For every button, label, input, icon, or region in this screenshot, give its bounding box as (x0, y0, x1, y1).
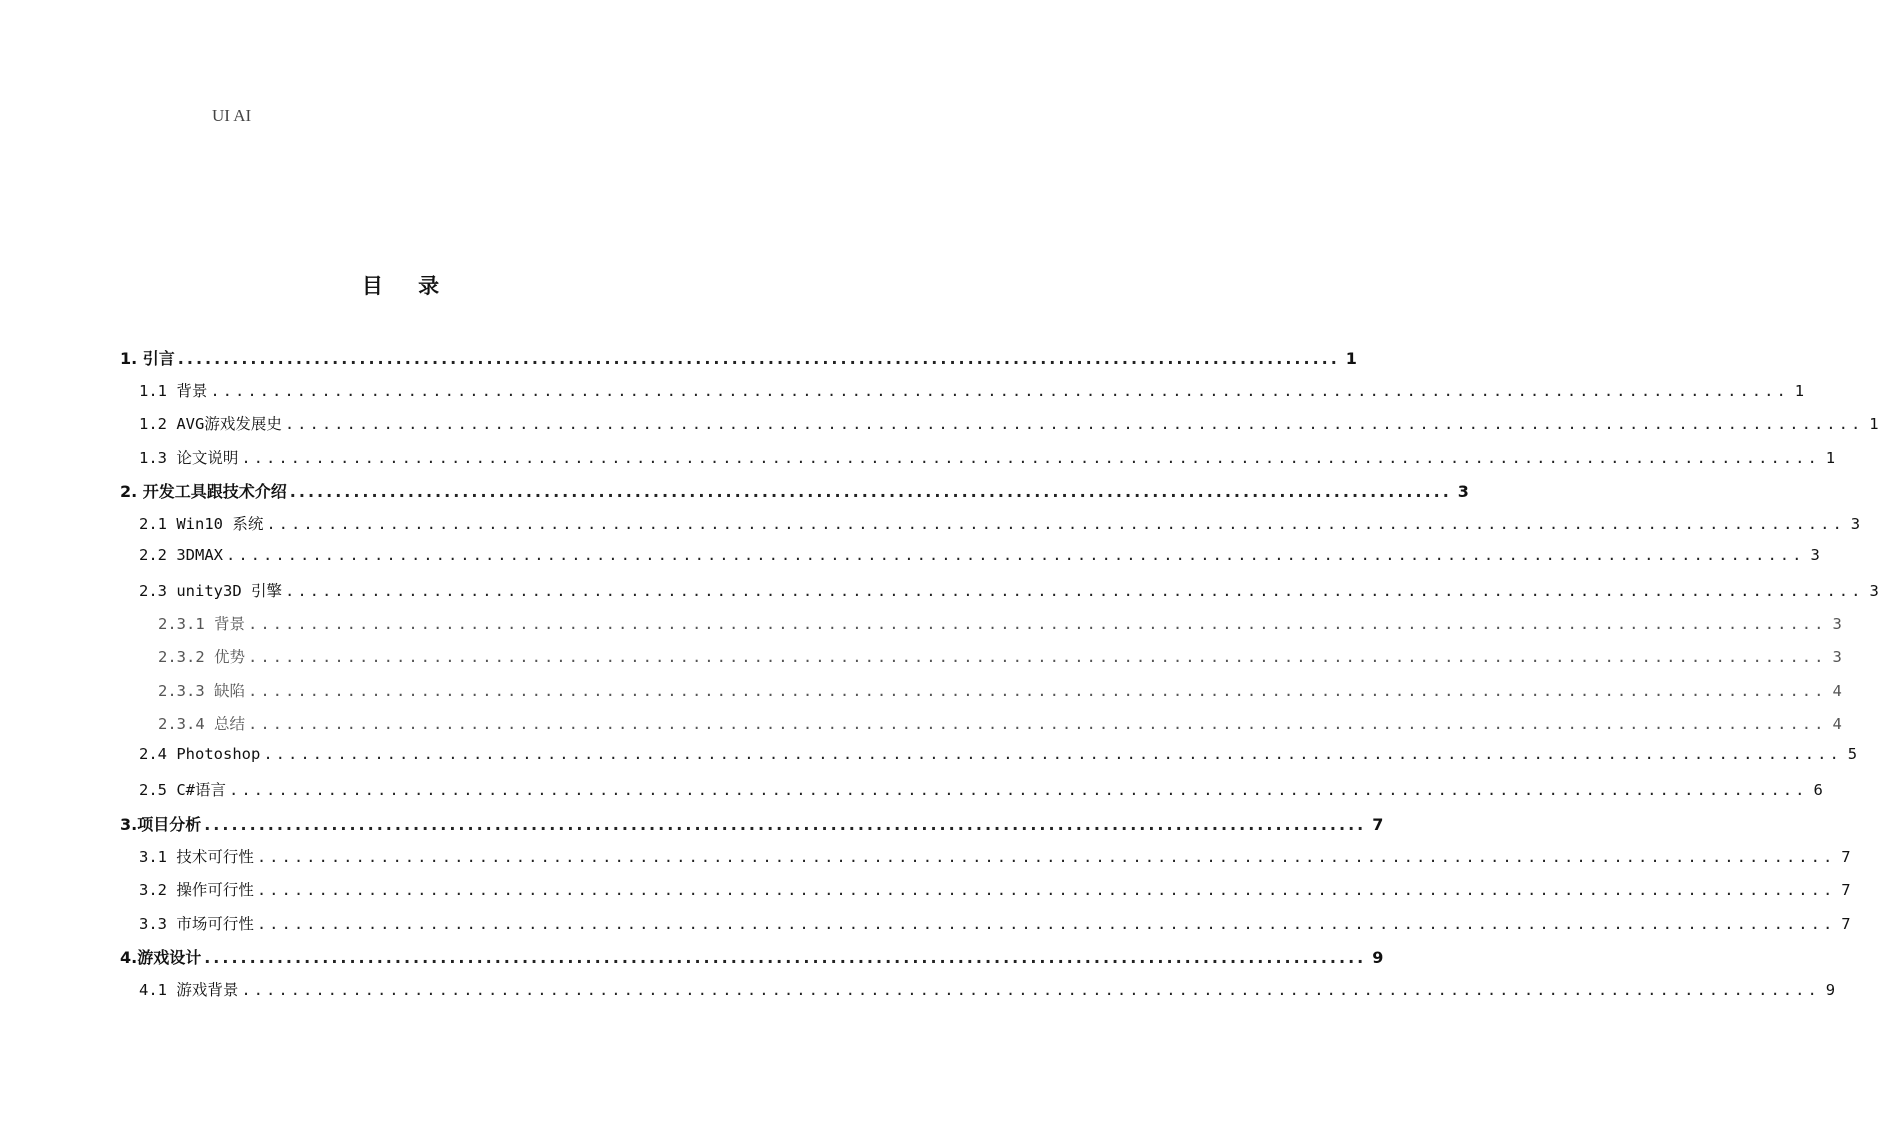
dot-leader: ................................................................................................................................ (248, 682, 1827, 700)
toc-entry-page: 9 (1825, 981, 1836, 999)
toc-entry-2-3-3[interactable] (158, 679, 1842, 703)
toc-entry-3[interactable] (120, 812, 1384, 836)
dot-leader: ................................................................................................................................ (263, 745, 1842, 763)
toc-entry-page: 7 (1372, 815, 1384, 834)
toc-entry-page: 1 (1825, 449, 1836, 467)
dot-leader: ................................................................................................................................ (284, 582, 1864, 600)
toc-entry-label: 2.2 3DMAX (139, 546, 223, 564)
dot-leader: ................................................................................................................................ (289, 482, 1452, 501)
dot-leader: ................................................................................................................................ (284, 415, 1864, 433)
dot-leader: ................................................................................................................................ (204, 815, 1367, 834)
toc-entry-page: 3 (1457, 482, 1469, 501)
dot-leader: ................................................................................................................................ (204, 948, 1367, 967)
dot-leader: ................................................................................................................................ (241, 449, 1820, 467)
toc-entry-4-1[interactable] (139, 978, 1836, 1002)
toc-entry-label: 3.1 技术可行性 (139, 848, 254, 866)
toc-entry-page: 3 (1810, 546, 1820, 564)
toc-entry-1-3[interactable] (139, 446, 1836, 470)
header-mark: UI AI (212, 106, 252, 125)
toc-entry-3-3[interactable] (139, 912, 1851, 936)
toc-entry-label: 4.游戏设计 (120, 948, 202, 967)
toc-entry-1-2[interactable] (139, 412, 1879, 436)
toc-entry-page: 1 (1794, 382, 1805, 400)
toc-entry-label: 2.4 Photoshop (139, 745, 261, 763)
toc-entry-page: 1 (1869, 415, 1879, 433)
toc-entry-label: 2.3.2 优势 (158, 648, 245, 666)
toc-entry-label: 1.1 背景 (139, 382, 208, 400)
toc-entry-page: 3 (1832, 615, 1842, 633)
toc-entry-page: 7 (1841, 848, 1851, 866)
toc-entry-page: 3 (1869, 582, 1879, 600)
dot-leader: ................................................................................................................................ (248, 648, 1827, 666)
toc-entry-label: 2.5 C#语言 (139, 781, 226, 799)
toc-entry-page: 1 (1345, 349, 1357, 368)
toc-entry-2-3[interactable] (139, 579, 1879, 603)
toc-entry-1-1[interactable] (139, 379, 1805, 403)
toc-entry-4[interactable] (120, 945, 1384, 969)
toc-entry-3-2[interactable] (139, 878, 1851, 902)
dot-leader: ................................................................................................................................ (256, 881, 1836, 899)
dot-leader: ................................................................................................................................ (266, 515, 1845, 533)
dot-leader: ................................................................................................................................ (226, 546, 1805, 564)
dot-leader: ................................................................................................................................ (248, 715, 1827, 733)
toc-entry-1[interactable] (120, 346, 1357, 370)
toc-entry-2-3-2[interactable] (158, 645, 1842, 669)
dot-leader: ................................................................................................................................ (241, 981, 1820, 999)
toc-entry-2-1[interactable] (139, 512, 1861, 536)
dot-leader: ................................................................................................................................ (229, 781, 1808, 799)
toc-entry-page: 4 (1832, 715, 1842, 733)
toc-entry-page: 9 (1372, 948, 1384, 967)
toc-entry-label: 2.3.3 缺陷 (158, 682, 245, 700)
toc-entry-2[interactable] (120, 479, 1469, 503)
toc-entry-label: 3.项目分析 (120, 815, 202, 834)
dot-leader: ................................................................................................................................ (256, 848, 1836, 866)
toc-entry-page: 7 (1841, 881, 1851, 899)
toc-entry-2-2[interactable] (139, 546, 1820, 570)
toc-entry-3-1[interactable] (139, 845, 1851, 869)
toc-entry-2-4[interactable] (139, 745, 1858, 769)
toc-entry-label: 3.3 市场可行性 (139, 915, 254, 933)
toc-entry-label: 2. 开发工具跟技术介绍 (120, 482, 287, 501)
toc-entry-label: 1.2 AVG游戏发展史 (139, 415, 282, 433)
toc-entry-page: 7 (1841, 915, 1851, 933)
toc-entry-page: 3 (1832, 648, 1842, 666)
toc-entry-label: 3.2 操作可行性 (139, 881, 254, 899)
toc-entry-label: 4.1 游戏背景 (139, 981, 239, 999)
toc-entry-label: 2.3.1 背景 (158, 615, 245, 633)
toc-entry-2-3-4[interactable] (158, 712, 1842, 736)
toc-title: 目 录 (361, 274, 454, 298)
dot-leader: ................................................................................................................................ (256, 915, 1836, 933)
toc-entry-label: 1. 引言 (120, 349, 175, 368)
toc-entry-2-5[interactable] (139, 778, 1823, 802)
toc-entry-page: 4 (1832, 682, 1842, 700)
dot-leader: ................................................................................................................................ (248, 615, 1827, 633)
toc-entry-page: 5 (1847, 745, 1858, 763)
toc-entry-page: 6 (1813, 781, 1823, 799)
toc-entry-label: 2.3.4 总结 (158, 715, 245, 733)
dot-leader: ................................................................................................................................ (210, 382, 1789, 400)
toc-entry-label: 1.3 论文说明 (139, 449, 239, 467)
dot-leader: ................................................................................................................................ (177, 349, 1340, 368)
toc-entry-page: 3 (1850, 515, 1861, 533)
toc-entry-2-3-1[interactable] (158, 612, 1842, 636)
toc-entry-label: 2.3 unity3D 引擎 (139, 582, 282, 600)
toc-entry-label: 2.1 Win10 系统 (139, 515, 264, 533)
